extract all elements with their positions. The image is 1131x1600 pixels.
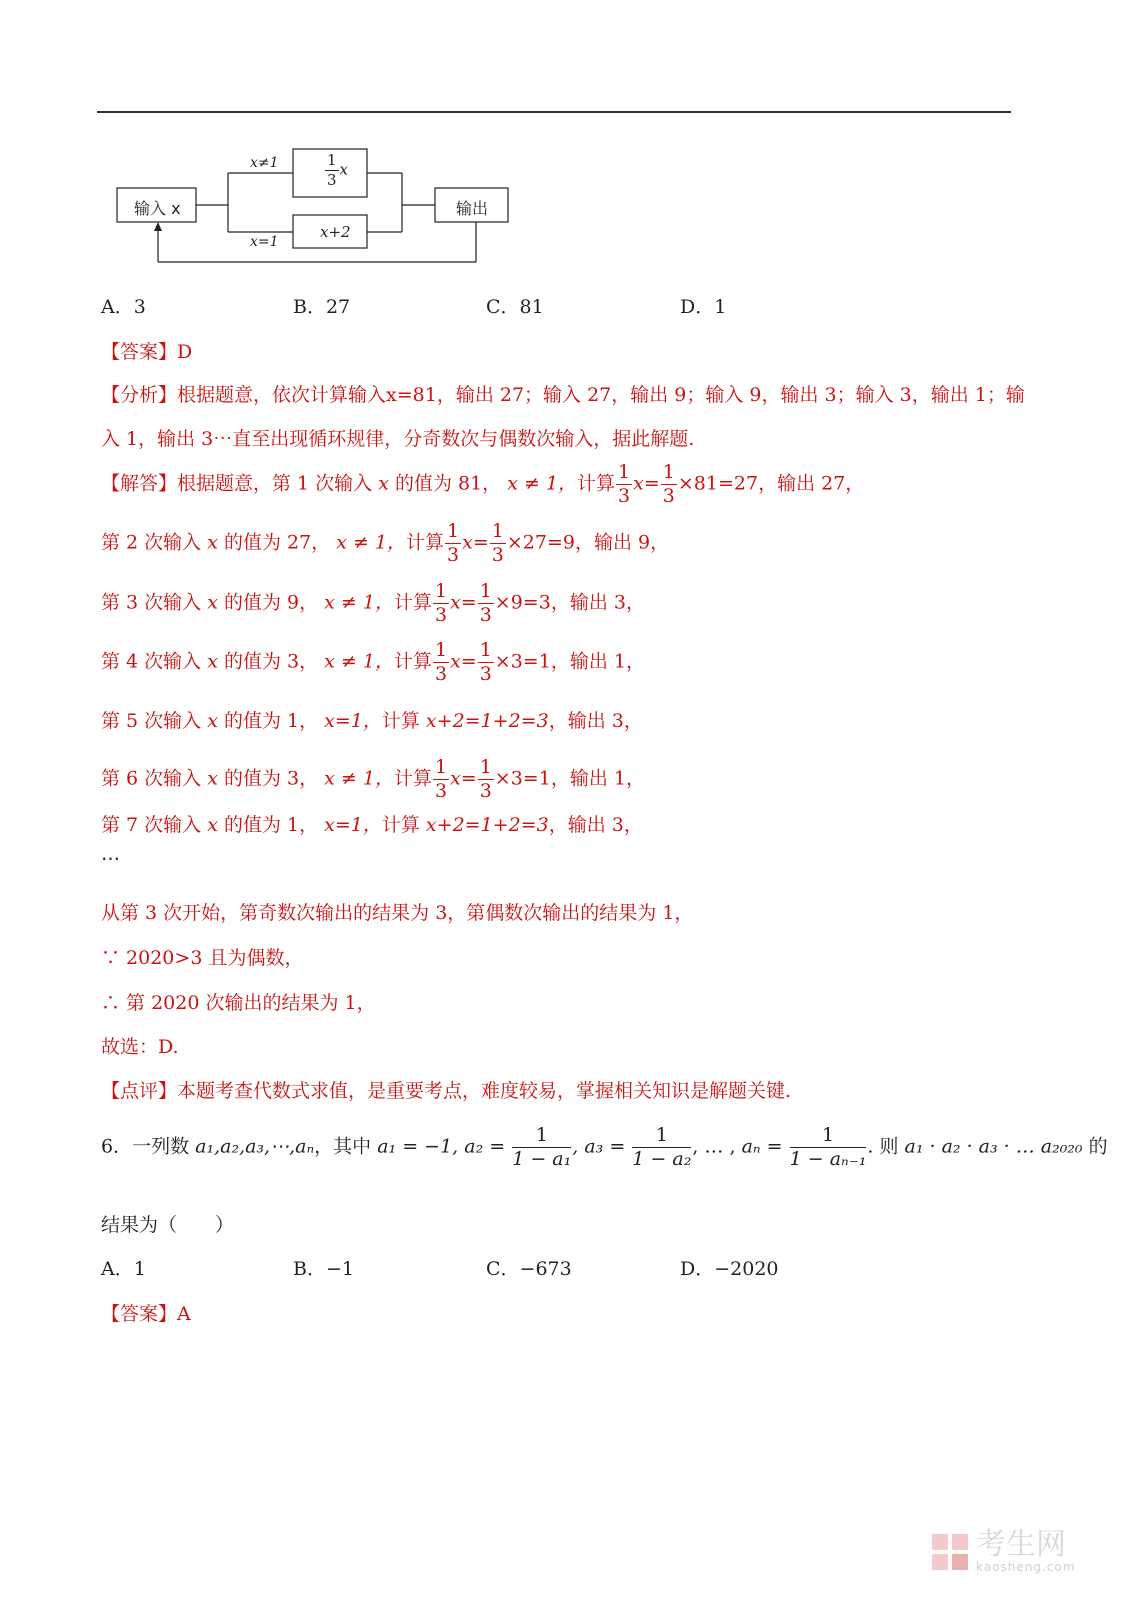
q6-frac-an: $\frac{1}{\text{1 − aₙ₋₁}}$ bbox=[789, 1124, 867, 1170]
flowchart-third-x-box: $\frac{1}{3}$ x bbox=[327, 151, 349, 189]
q5-solution-row: 第 6 次输入 x 的值为 3， x ≠ 1，计算 $\frac{1}{3}$ x= $\frac{1}{3}$ ×3=1，输出 1， bbox=[101, 756, 645, 802]
q6-option-b: B．−1 bbox=[293, 1258, 354, 1280]
flowchart bbox=[110, 140, 520, 270]
q5-solution-row: 第 3 次输入 x 的值为 9， x ≠ 1，计算 $\frac{1}{3}$ x= $\frac{1}{3}$ ×9=3，输出 3， bbox=[101, 580, 645, 626]
q6-number: 6．一列数 bbox=[101, 1135, 190, 1158]
q5-option-b: B．27 bbox=[293, 296, 351, 318]
watermark bbox=[930, 1527, 1076, 1574]
q5-therefore: ∴ 第 2020 次输出的结果为 1， bbox=[101, 992, 376, 1014]
watermark-logo-icon bbox=[930, 1530, 970, 1574]
q6-option-d: D．−2020 bbox=[680, 1258, 779, 1280]
q6-an: aₙ = bbox=[741, 1135, 783, 1158]
q6-dots: , … , bbox=[692, 1135, 736, 1158]
watermark-url: kaosheng.com bbox=[976, 1560, 1076, 1574]
q6-then: . 则 bbox=[867, 1135, 899, 1158]
q5-option-d: D．1 bbox=[680, 296, 727, 318]
q6-option-a: A．1 bbox=[101, 1258, 146, 1280]
q6-answer: 【答案】A bbox=[101, 1303, 191, 1325]
q5-solution-row: 第 2 次输入 x 的值为 27， x ≠ 1，计算 $\frac{1}{3}$ x= $\frac{1}{3}$ ×27=9，输出 9， bbox=[101, 520, 670, 566]
q6-frac-a3: $\frac{1}{\text{1 − a₂}}$ bbox=[632, 1124, 692, 1170]
q5-conclusion: 从第 3 次开始，第奇数次输出的结果为 3，第偶数次输出的结果为 1， bbox=[101, 902, 694, 924]
q5-solution-row: 【解答】根据题意，第 1 次输入 x 的值为 81， x ≠ 1，计算 $\frac{1}{3}$ x= $\frac{1}{3}$ ×81=27，输出 27， bbox=[101, 461, 865, 507]
q6-where: ，其中 bbox=[314, 1135, 372, 1158]
q6-sequence: a₁,a₂,a₃,⋯,aₙ bbox=[195, 1135, 315, 1158]
q6-stem bbox=[101, 1126, 1108, 1169]
flowchart-cond-neq: x≠1 bbox=[250, 155, 279, 171]
header-rule bbox=[97, 111, 1011, 113]
q6-a1: a₁ = −1, a₂ = bbox=[377, 1135, 506, 1158]
q5-choose: 故选：D. bbox=[101, 1036, 179, 1058]
q5-analysis-line1: 【分析】根据题意，依次计算输入x=81，输出 27；输入 27，输出 9；输入 9，输出 3；输入 3，输出 1；输 bbox=[101, 384, 1025, 406]
q6-stem-line2: 结果为（ ） bbox=[101, 1214, 235, 1236]
q5-option-a: A．3 bbox=[101, 296, 146, 318]
flowchart-output-box: 输出 bbox=[456, 199, 489, 218]
q6-product: a₁ · a₂ · a₃ · … a₂₀₂₀ bbox=[904, 1135, 1083, 1158]
q6-option-c: C．−673 bbox=[486, 1258, 572, 1280]
q5-option-c: C．81 bbox=[486, 296, 544, 318]
q6-a3: , a₃ = bbox=[572, 1135, 626, 1158]
flowchart-cond-eq: x=1 bbox=[250, 234, 279, 250]
q5-because: ∵ 2020>3 且为偶数， bbox=[101, 947, 304, 969]
flowchart-input-box: 输入 x bbox=[134, 199, 181, 218]
watermark-text: 考生网 bbox=[976, 1527, 1067, 1562]
q6-frac-a2: $\frac{1}{\text{1 − a₁}}$ bbox=[512, 1124, 572, 1170]
q5-solution-row: 第 7 次输入 x 的值为 1， x=1，计算 x+2=1+2=3，输出 3， bbox=[101, 814, 643, 836]
q5-solution-row: 第 4 次输入 x 的值为 3， x ≠ 1，计算 $\frac{1}{3}$ x= $\frac{1}{3}$ ×3=1，输出 1， bbox=[101, 639, 645, 685]
q5-solution-row: 第 5 次输入 x 的值为 1， x=1，计算 x+2=1+2=3，输出 3， bbox=[101, 710, 643, 732]
q5-ellipsis: ⋯ bbox=[101, 848, 120, 870]
q5-answer: 【答案】D bbox=[101, 341, 193, 363]
q6-tail: 的 bbox=[1088, 1135, 1108, 1158]
q5-analysis-line2: 入 1，输出 3⋯直至出现循环规律，分奇数次与偶数次输入，据此解题. bbox=[101, 428, 695, 450]
flowchart-x-plus-2-box: x+2 bbox=[320, 223, 351, 241]
q5-comment: 【点评】本题考查代数式求值，是重要考点，难度较易，掌握相关知识是解题关键. bbox=[101, 1080, 792, 1102]
